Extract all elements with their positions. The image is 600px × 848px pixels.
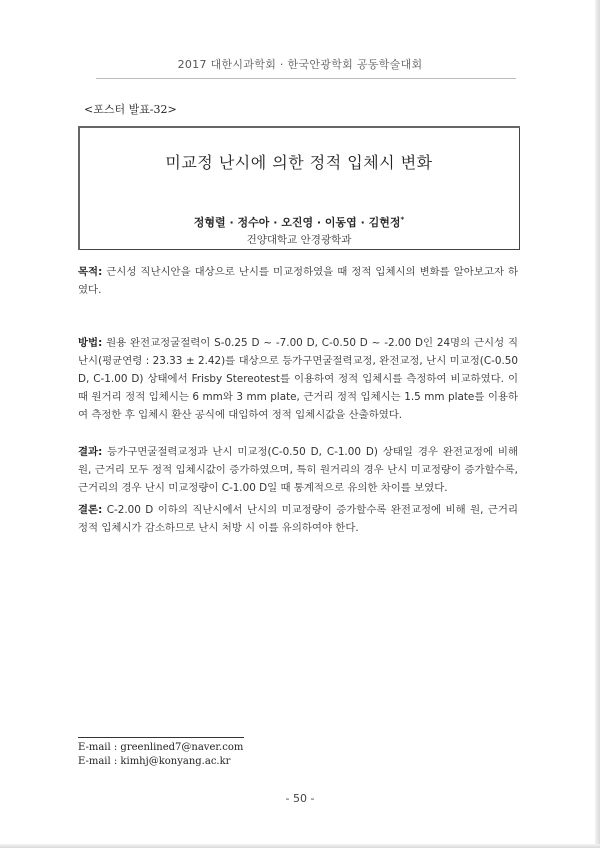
header-rule — [96, 78, 516, 79]
title-box-top-border — [78, 126, 520, 128]
method-text: 원용 완전교정굴절력이 S-0.25 D ~ -7.00 D, C-0.50 D ~ -2.00 D인 24명의 근시성 직난시(평균연령 : 23.33 ± 2.42)를 대상으로 등가구면굴절력교정, 완전교정, 난시 미교정(C-0.50 D, C-1.00 D) 상태에서 Frisby Stereotest를 이용하여 정적 입체시를 측정하여 비교하였다. 이때 원거리 정적 입체시는 6 mm와 3 mm plate, 근거리 정적 입체시는 1.5 mm plate를 이용하여 측정한 후 입체시 환산 공식에 대입하여 정적 입체시값을 산출하였다. — [78, 337, 518, 421]
footnote-rule — [78, 737, 244, 738]
author-names: 정형렬 · 정수아 · 오진영 · 이동엽 · 김현정 — [193, 216, 401, 229]
objective-label: 목적: — [78, 266, 103, 278]
affiliation: 건양대학교 안경광학과 — [246, 234, 352, 246]
method-label: 방법: — [78, 337, 103, 349]
paper-title: 미교정 난시에 의한 정적 입체시 변화 — [165, 153, 433, 172]
page-number: - 50 - — [285, 792, 315, 805]
email-footnote-2: E-mail : kimhj@konyang.ac.kr — [78, 756, 231, 767]
conclusion-label: 결론: — [78, 504, 103, 516]
email-footnote-1: E-mail : greenlined7@naver.com — [78, 742, 244, 753]
author-list — [78, 214, 520, 230]
poster-label: <포스터 발표-32> — [84, 103, 177, 116]
results-text: 등가구면굴절력교정과 난시 미교정(C-0.50 D, C-1.00 D) 상태일 경우 완전교정에 비해 원, 근거리 모두 정적 입체시값이 증가하였으며, 특히 원거리의 경우 난시 미교정량이 증가할수록, 근거리의 경우 난시 미교정량이 C-1.00 D일 때 통계적으로 유의한 차이를 보였다. — [78, 446, 518, 494]
results-label: 결과: — [78, 446, 103, 458]
section-results — [78, 443, 518, 497]
page-edge-right — [595, 0, 600, 848]
conclusion-text: C-2.00 D 이하의 직난시에서 난시의 미교정량이 증가할수록 완전교정에 비해 원, 근거리 정적 입체시가 감소하므로 난시 처방 시 이를 유의하여야 한다. — [78, 504, 518, 534]
page-edge-bottom — [0, 844, 600, 848]
objective-text: 근시성 직난시안을 대상으로 난시를 미교정하였을 때 정적 입체시의 변화를 알아보고자 하였다. — [78, 266, 518, 296]
corresponding-author-mark: * — [400, 215, 405, 224]
section-conclusion — [78, 501, 518, 537]
section-objective — [78, 263, 518, 299]
running-header: 2017 대한시과학회 · 한국안광학회 공동학술대회 — [177, 58, 423, 71]
section-method — [78, 334, 518, 424]
